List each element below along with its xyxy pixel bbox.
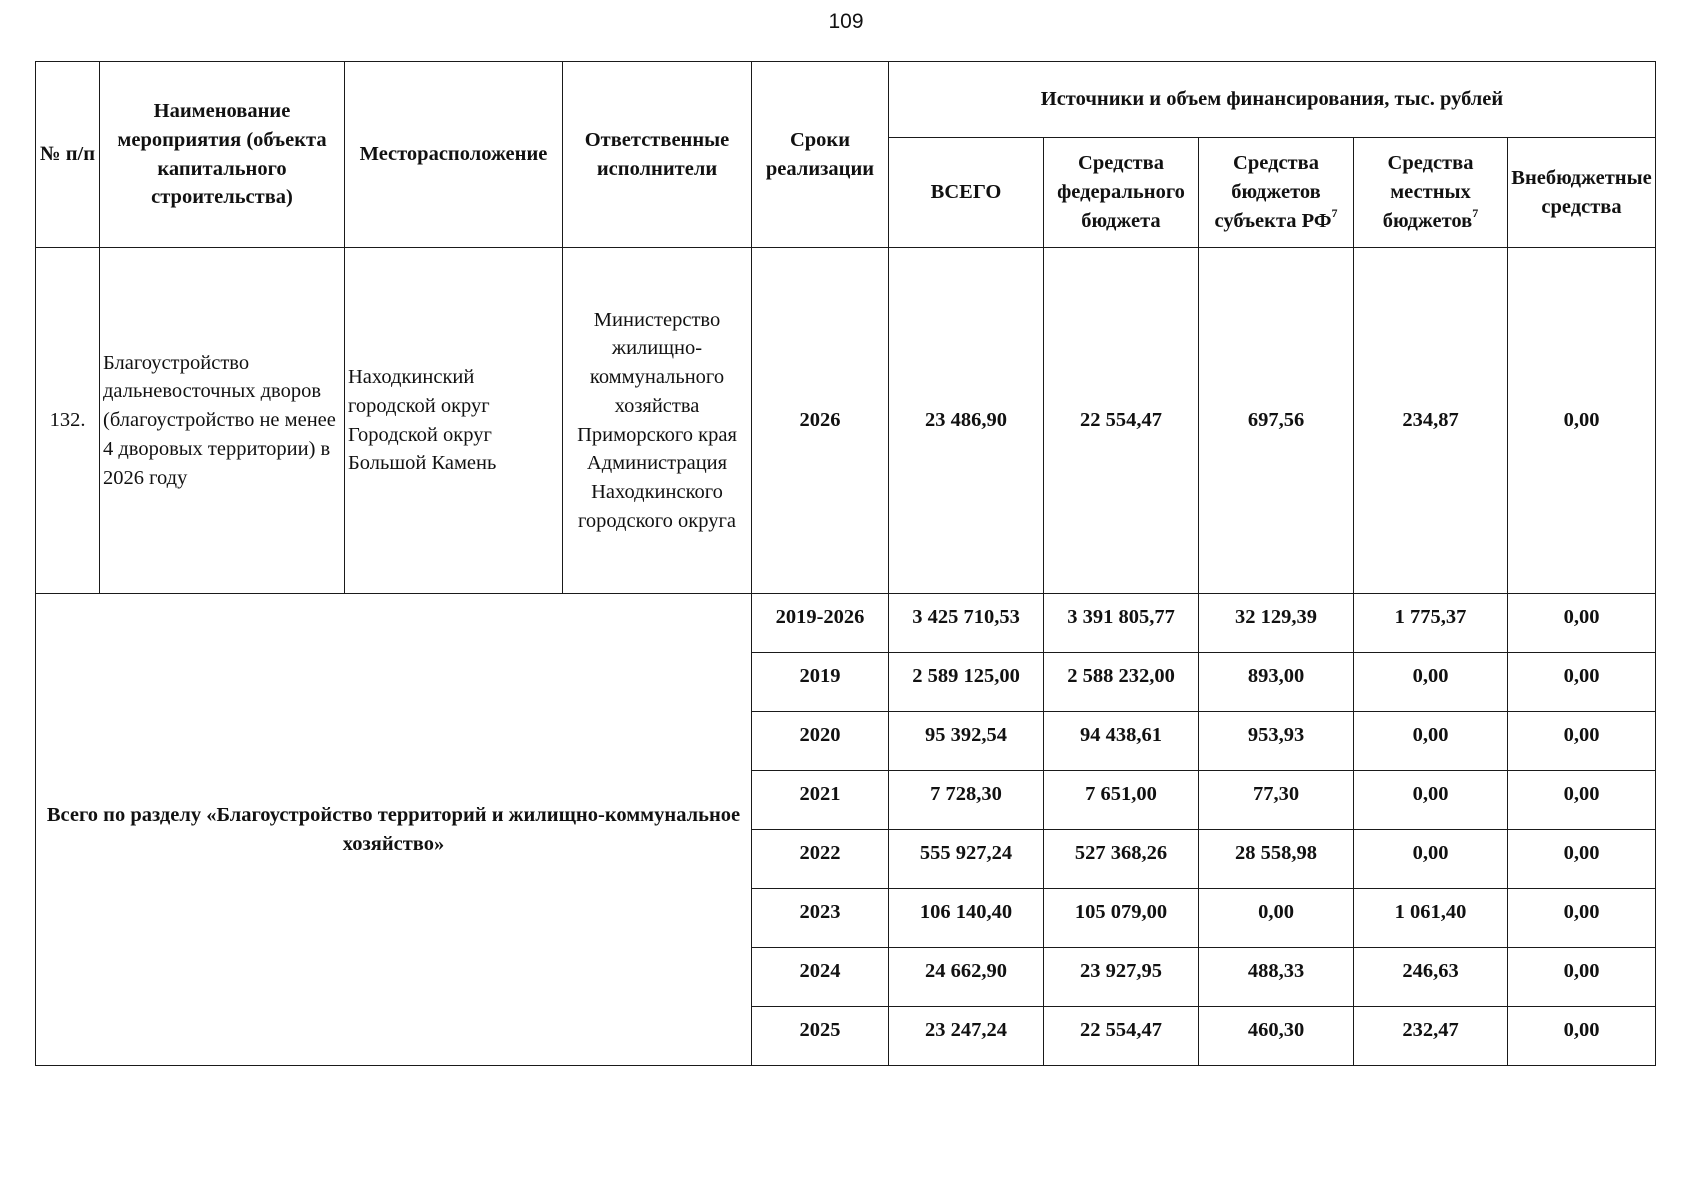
summary-total: 24 662,90 bbox=[889, 948, 1044, 1007]
footnote-marker: 7 bbox=[1331, 206, 1338, 221]
summary-federal: 3 391 805,77 bbox=[1044, 594, 1199, 653]
summary-local: 0,00 bbox=[1354, 771, 1508, 830]
summary-period: 2024 bbox=[752, 948, 889, 1007]
row-name: Благоустройство дальневосточных дворов (благоустройство не менее 4 дворовых территории) в 2026 году bbox=[100, 248, 345, 594]
page-number: 109 bbox=[828, 10, 864, 33]
summary-local: 1 775,37 bbox=[1354, 594, 1508, 653]
summary-period: 2019 bbox=[752, 653, 889, 712]
summary-total: 3 425 710,53 bbox=[889, 594, 1044, 653]
summary-federal: 23 927,95 bbox=[1044, 948, 1199, 1007]
summary-total: 555 927,24 bbox=[889, 830, 1044, 889]
row-extra: 0,00 bbox=[1508, 248, 1656, 594]
summary-extra: 0,00 bbox=[1508, 948, 1656, 1007]
summary-subject: 953,93 bbox=[1199, 712, 1354, 771]
header-total: ВСЕГО bbox=[889, 138, 1044, 248]
summary-federal: 527 368,26 bbox=[1044, 830, 1199, 889]
summary-period: 2023 bbox=[752, 889, 889, 948]
summary-extra: 0,00 bbox=[1508, 712, 1656, 771]
summary-total: 2 589 125,00 bbox=[889, 653, 1044, 712]
row-location: Находкинский городской округ Городской округ Большой Камень bbox=[345, 248, 563, 594]
summary-period: 2020 bbox=[752, 712, 889, 771]
summary-subject: 28 558,98 bbox=[1199, 830, 1354, 889]
summary-total: 7 728,30 bbox=[889, 771, 1044, 830]
summary-period: 2019-2026 bbox=[752, 594, 889, 653]
summary-federal: 22 554,47 bbox=[1044, 1007, 1199, 1066]
summary-extra: 0,00 bbox=[1508, 594, 1656, 653]
summary-federal: 105 079,00 bbox=[1044, 889, 1199, 948]
summary-federal: 2 588 232,00 bbox=[1044, 653, 1199, 712]
row-local: 234,87 bbox=[1354, 248, 1508, 594]
summary-subject: 32 129,39 bbox=[1199, 594, 1354, 653]
header-period: Сроки реализации bbox=[752, 62, 889, 248]
summary-federal: 7 651,00 bbox=[1044, 771, 1199, 830]
summary-total: 23 247,24 bbox=[889, 1007, 1044, 1066]
summary-subject: 460,30 bbox=[1199, 1007, 1354, 1066]
header-num: № п/п bbox=[36, 62, 100, 248]
summary-local: 1 061,40 bbox=[1354, 889, 1508, 948]
summary-extra: 0,00 bbox=[1508, 889, 1656, 948]
header-local-label: Средства местных бюджетов bbox=[1382, 152, 1474, 232]
header-row-1 bbox=[36, 62, 1656, 138]
summary-extra: 0,00 bbox=[1508, 1007, 1656, 1066]
header-responsible: Ответственные исполнители bbox=[563, 62, 752, 248]
summary-period: 2025 bbox=[752, 1007, 889, 1066]
row-num: 132. bbox=[36, 248, 100, 594]
summary-row bbox=[36, 594, 1656, 653]
header-subject-label: Средства бюджетов субъекта РФ bbox=[1214, 152, 1332, 232]
summary-extra: 0,00 bbox=[1508, 771, 1656, 830]
summary-period: 2022 bbox=[752, 830, 889, 889]
footnote-marker: 7 bbox=[1472, 206, 1479, 221]
summary-local: 0,00 bbox=[1354, 830, 1508, 889]
header-federal: Средства федерального бюджета bbox=[1044, 138, 1199, 248]
summary-period: 2021 bbox=[752, 771, 889, 830]
summary-federal: 94 438,61 bbox=[1044, 712, 1199, 771]
row-subject: 697,56 bbox=[1199, 248, 1354, 594]
header-location: Месторасположение bbox=[345, 62, 563, 248]
summary-label: Всего по разделу «Благоустройство территорий и жилищно-коммунальное хозяйство» bbox=[36, 594, 752, 1066]
summary-subject: 893,00 bbox=[1199, 653, 1354, 712]
row-year: 2026 bbox=[752, 248, 889, 594]
header-extra: Внебюджетные средства bbox=[1508, 138, 1656, 248]
row-total: 23 486,90 bbox=[889, 248, 1044, 594]
summary-local: 0,00 bbox=[1354, 712, 1508, 771]
row-responsible: Министерство жилищно-коммунального хозяйства Приморского края Администрация Находкинского городского округа bbox=[563, 248, 752, 594]
header-subject bbox=[1199, 138, 1354, 248]
header-name: Наименование мероприятия (объекта капитального строительства) bbox=[100, 62, 345, 248]
financing-table bbox=[35, 61, 1656, 1066]
summary-subject: 77,30 bbox=[1199, 771, 1354, 830]
header-funding-group: Источники и объем финансирования, тыс. рублей bbox=[889, 62, 1656, 138]
summary-local: 246,63 bbox=[1354, 948, 1508, 1007]
summary-subject: 488,33 bbox=[1199, 948, 1354, 1007]
summary-total: 95 392,54 bbox=[889, 712, 1044, 771]
row-federal: 22 554,47 bbox=[1044, 248, 1199, 594]
summary-extra: 0,00 bbox=[1508, 830, 1656, 889]
summary-local: 0,00 bbox=[1354, 653, 1508, 712]
summary-subject: 0,00 bbox=[1199, 889, 1354, 948]
summary-local: 232,47 bbox=[1354, 1007, 1508, 1066]
table-row bbox=[36, 248, 1656, 594]
summary-total: 106 140,40 bbox=[889, 889, 1044, 948]
summary-extra: 0,00 bbox=[1508, 653, 1656, 712]
header-local bbox=[1354, 138, 1508, 248]
